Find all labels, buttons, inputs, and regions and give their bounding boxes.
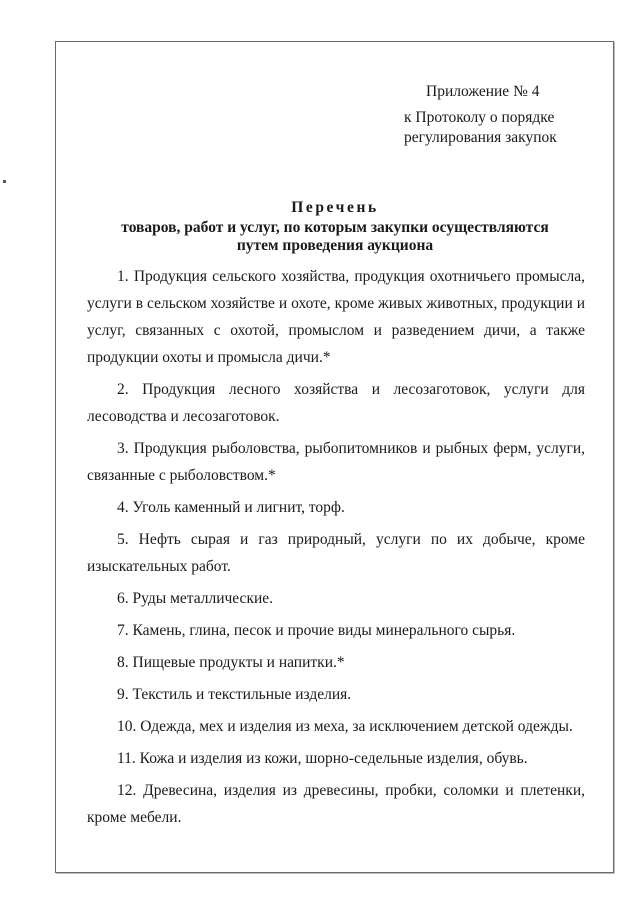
list-item: 5. Нефть сырая и газ природный, услуги по их добыче, кроме изыскательных работ. [87,531,585,575]
list-item: 6. Руды металлические. [117,590,274,607]
list-item: 12. Древесина, изделия из древесины, пробки, соломки и плетенки, кроме мебели. [87,782,585,826]
appendix-header [404,82,557,148]
list-item: 11. Кожа и изделия из кожи, шорно-седельные изделия, обувь. [117,750,528,767]
title-subtitle-line-1: товаров, работ и услуг, по которым закупки осуществляются [121,219,549,236]
document-title [60,199,610,255]
appendix-ref-line-1: к Протоколу о порядке [404,109,555,126]
scan-mark [3,180,6,183]
appendix-ref-line-2: регулирования закупок [404,129,557,146]
list-item: 3. Продукция рыболовства, рыбопитомников и рыбных ферм, услуги, связанные с рыболовством.* [87,440,585,484]
list-item: 10. Одежда, мех и изделия из меха, за исключением детской одежды. [117,718,573,735]
list-item: 7. Камень, глина, песок и прочие виды минерального сырья. [117,622,516,639]
list-item: 8. Пищевые продукты и напитки.* [117,654,345,671]
list-item: 9. Текстиль и текстильные изделия. [117,686,352,703]
appendix-title: Приложение № 4 [426,83,540,100]
item-list [87,263,585,831]
list-item: 2. Продукция лесного хозяйства и лесозаготовок, услуги для лесоводства и лесозаготовок. [87,381,585,425]
list-item: 4. Уголь каменный и лигнит, торф. [117,499,345,516]
title-word: Перечень [291,199,379,216]
title-subtitle-line-2: путем проведения аукциона [236,237,434,254]
list-item: 1. Продукция сельского хозяйства, продукция охотничьего промысла, услуги в сельском хозяйстве и охоте, кроме живых животных, продукции и услуг, связанных с охотой, промыслом и разведением дичи, а также продукции охоты и промысла дичи.* [87,268,585,366]
